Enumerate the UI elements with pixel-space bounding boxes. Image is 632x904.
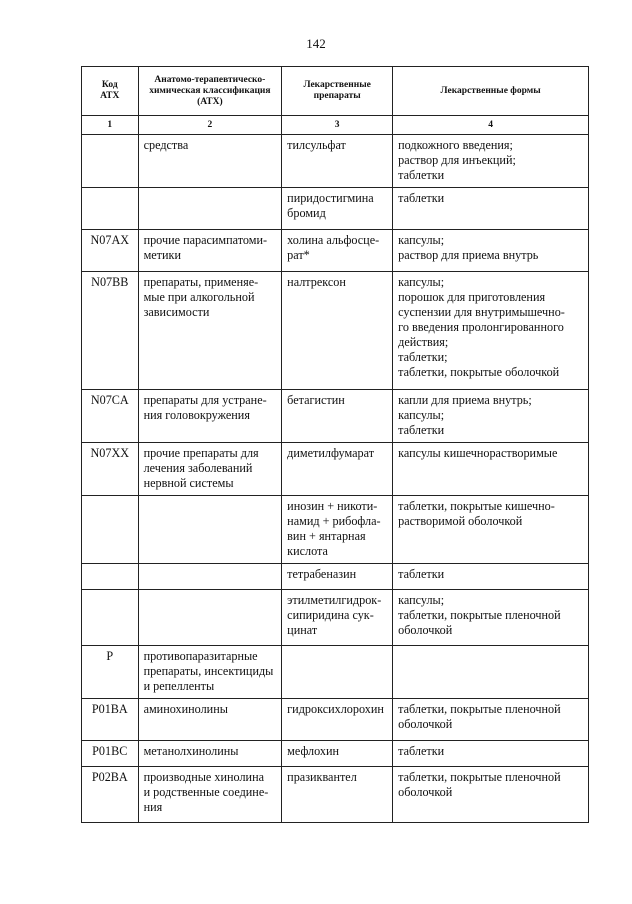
classification-cell bbox=[138, 590, 282, 646]
drug-cell: гидроксихлорохин bbox=[282, 699, 393, 741]
dosage-form-cell: капсулы кишечнорастворимые bbox=[393, 443, 589, 496]
classification-cell bbox=[138, 496, 282, 564]
header-atx-classification: Анатомо-терапевтическо-химическая классификация (АТХ) bbox=[138, 67, 282, 116]
atx-code-cell bbox=[82, 564, 139, 590]
classification-cell: прочие препараты для лечения заболеваний нервной системы bbox=[138, 443, 282, 496]
table-row bbox=[82, 135, 589, 188]
dosage-form-cell: таблетки, покрытые кишечно- растворимой оболочкой bbox=[393, 496, 589, 564]
table-row bbox=[82, 230, 589, 272]
column-number-row bbox=[82, 116, 589, 135]
atx-code-cell: P01BC bbox=[82, 741, 139, 767]
header-dosage-forms: Лекарственные формы bbox=[393, 67, 589, 116]
table-row bbox=[82, 272, 589, 390]
table-row bbox=[82, 443, 589, 496]
atx-code-cell: N07XX bbox=[82, 443, 139, 496]
table-row bbox=[82, 646, 589, 699]
column-number: 2 bbox=[138, 116, 282, 135]
atx-code-cell: N07AX bbox=[82, 230, 139, 272]
classification-cell: аминохинолины bbox=[138, 699, 282, 741]
table-row bbox=[82, 741, 589, 767]
table-row bbox=[82, 699, 589, 741]
classification-cell: средства bbox=[138, 135, 282, 188]
atx-code-cell: N07BB bbox=[82, 272, 139, 390]
atx-classification-table bbox=[81, 66, 589, 823]
dosage-form-cell: таблетки bbox=[393, 741, 589, 767]
atx-code-cell: P02BA bbox=[82, 767, 139, 823]
dosage-form-cell: капсулы; порошок для приготовления суспензии для внутримышечно- го введения пролонгированного действия; таблетки; таблетки, покрытые оболочкой bbox=[393, 272, 589, 390]
drug-cell: холина альфосце- рат* bbox=[282, 230, 393, 272]
column-number: 4 bbox=[393, 116, 589, 135]
atx-code-cell: P bbox=[82, 646, 139, 699]
classification-cell: препараты, применяе- мые при алкогольной зависимости bbox=[138, 272, 282, 390]
page-number: 142 bbox=[306, 36, 326, 51]
table-row bbox=[82, 496, 589, 564]
drug-cell: пиридостигмина бромид bbox=[282, 188, 393, 230]
classification-cell: производные хинолина и родственные соедине- ния bbox=[138, 767, 282, 823]
dosage-form-cell: таблетки, покрытые пленочной оболочкой bbox=[393, 699, 589, 741]
table-row bbox=[82, 564, 589, 590]
atx-code-cell bbox=[82, 135, 139, 188]
column-number: 3 bbox=[282, 116, 393, 135]
dosage-form-cell: подкожного введения; раствор для инъекций; таблетки bbox=[393, 135, 589, 188]
table-row bbox=[82, 188, 589, 230]
drug-cell: диметилфумарат bbox=[282, 443, 393, 496]
dosage-form-cell: таблетки bbox=[393, 564, 589, 590]
atx-code-cell: P01BA bbox=[82, 699, 139, 741]
drug-cell: бетагистин bbox=[282, 390, 393, 443]
classification-cell: противопаразитарные препараты, инсектициды и репелленты bbox=[138, 646, 282, 699]
dosage-form-cell: капли для приема внутрь; капсулы; таблетки bbox=[393, 390, 589, 443]
table-row bbox=[82, 767, 589, 823]
drug-cell: налтрексон bbox=[282, 272, 393, 390]
drug-cell: инозин + никоти- намид + рибофла- вин + янтарная кислота bbox=[282, 496, 393, 564]
drug-cell: мефлохин bbox=[282, 741, 393, 767]
drug-cell: тетрабеназин bbox=[282, 564, 393, 590]
classification-cell bbox=[138, 188, 282, 230]
table-row bbox=[82, 390, 589, 443]
classification-cell: препараты для устране- ния головокружения bbox=[138, 390, 282, 443]
column-number: 1 bbox=[82, 116, 139, 135]
classification-cell: метанолхинолины bbox=[138, 741, 282, 767]
drug-cell bbox=[282, 646, 393, 699]
table-header-row bbox=[82, 67, 589, 116]
dosage-form-cell: таблетки, покрытые пленочной оболочкой bbox=[393, 767, 589, 823]
classification-cell: прочие парасимпатоми- метики bbox=[138, 230, 282, 272]
table-row bbox=[82, 590, 589, 646]
dosage-form-cell: таблетки bbox=[393, 188, 589, 230]
atx-code-cell bbox=[82, 188, 139, 230]
atx-code-cell bbox=[82, 496, 139, 564]
dosage-form-cell bbox=[393, 646, 589, 699]
header-drugs: Лекарственные препараты bbox=[282, 67, 393, 116]
atx-code-cell bbox=[82, 590, 139, 646]
header-atx-code: Код АТХ bbox=[82, 67, 139, 116]
drug-cell: празиквантел bbox=[282, 767, 393, 823]
dosage-form-cell: капсулы; раствор для приема внутрь bbox=[393, 230, 589, 272]
drug-cell: тилсульфат bbox=[282, 135, 393, 188]
atx-code-cell: N07CA bbox=[82, 390, 139, 443]
classification-cell bbox=[138, 564, 282, 590]
drug-cell: этилметилгидрок- сипиридина сук- цинат bbox=[282, 590, 393, 646]
dosage-form-cell: капсулы; таблетки, покрытые пленочной оболочкой bbox=[393, 590, 589, 646]
